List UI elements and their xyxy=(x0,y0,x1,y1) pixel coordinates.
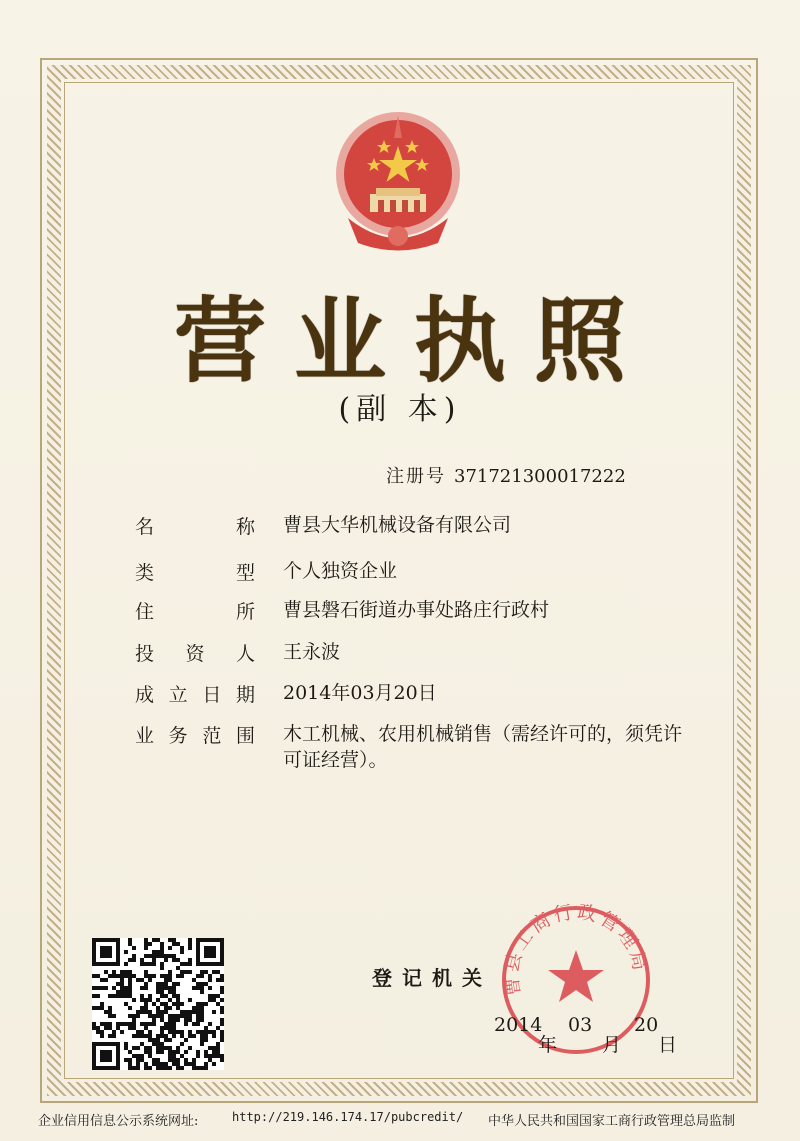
day-char: 日 xyxy=(658,1034,678,1056)
year-char: 年 xyxy=(538,1034,558,1056)
registration-number xyxy=(386,462,626,488)
footer-left-label: 企业信用信息公示系统网址: xyxy=(38,1114,199,1129)
qr-code-icon xyxy=(92,938,224,1070)
field-value: 个人独资企业 xyxy=(283,560,398,582)
field-value: 曹县磐石街道办事处路庄行政村 xyxy=(283,599,550,621)
field-label: 住 所 xyxy=(135,601,255,623)
field-label: 业 务 范 围 xyxy=(135,725,255,747)
field-label: 成 立 日 期 xyxy=(135,684,255,706)
field-label: 名 称 xyxy=(135,516,255,538)
official-seal-icon xyxy=(496,900,659,1060)
seal-text: 曹县工商行政管理局 xyxy=(500,900,652,998)
field-value: 曹县大华机械设备有限公司 xyxy=(283,514,512,536)
field-label: 投 资 人 xyxy=(135,643,255,665)
issue-day: 20 xyxy=(634,1014,659,1036)
document-subtitle: (副 本) xyxy=(338,392,462,427)
document-title: 营业执照 xyxy=(173,287,654,395)
registration-label: 注册号 xyxy=(386,466,446,487)
registration-value: 371721300017222 xyxy=(454,466,626,487)
national-emblem-icon xyxy=(328,108,468,258)
field-value: 木工机械、农用机械销售（需经许可的，须凭许可证经营）。 xyxy=(283,723,683,771)
field-label: 类 型 xyxy=(135,562,255,584)
footer-right-label: 中华人民共和国国家工商行政管理总局监制 xyxy=(488,1114,736,1129)
footer-url: http://219.146.174.17/pubcredit/ xyxy=(232,1110,464,1124)
registration-authority-label: 登记机关 xyxy=(372,966,492,990)
issue-year: 2014 xyxy=(494,1014,543,1036)
month-char: 月 xyxy=(602,1034,622,1056)
field-value: 王永波 xyxy=(283,641,341,663)
issue-month: 03 xyxy=(568,1014,593,1036)
field-value: 2014年03月20日 xyxy=(283,682,437,704)
